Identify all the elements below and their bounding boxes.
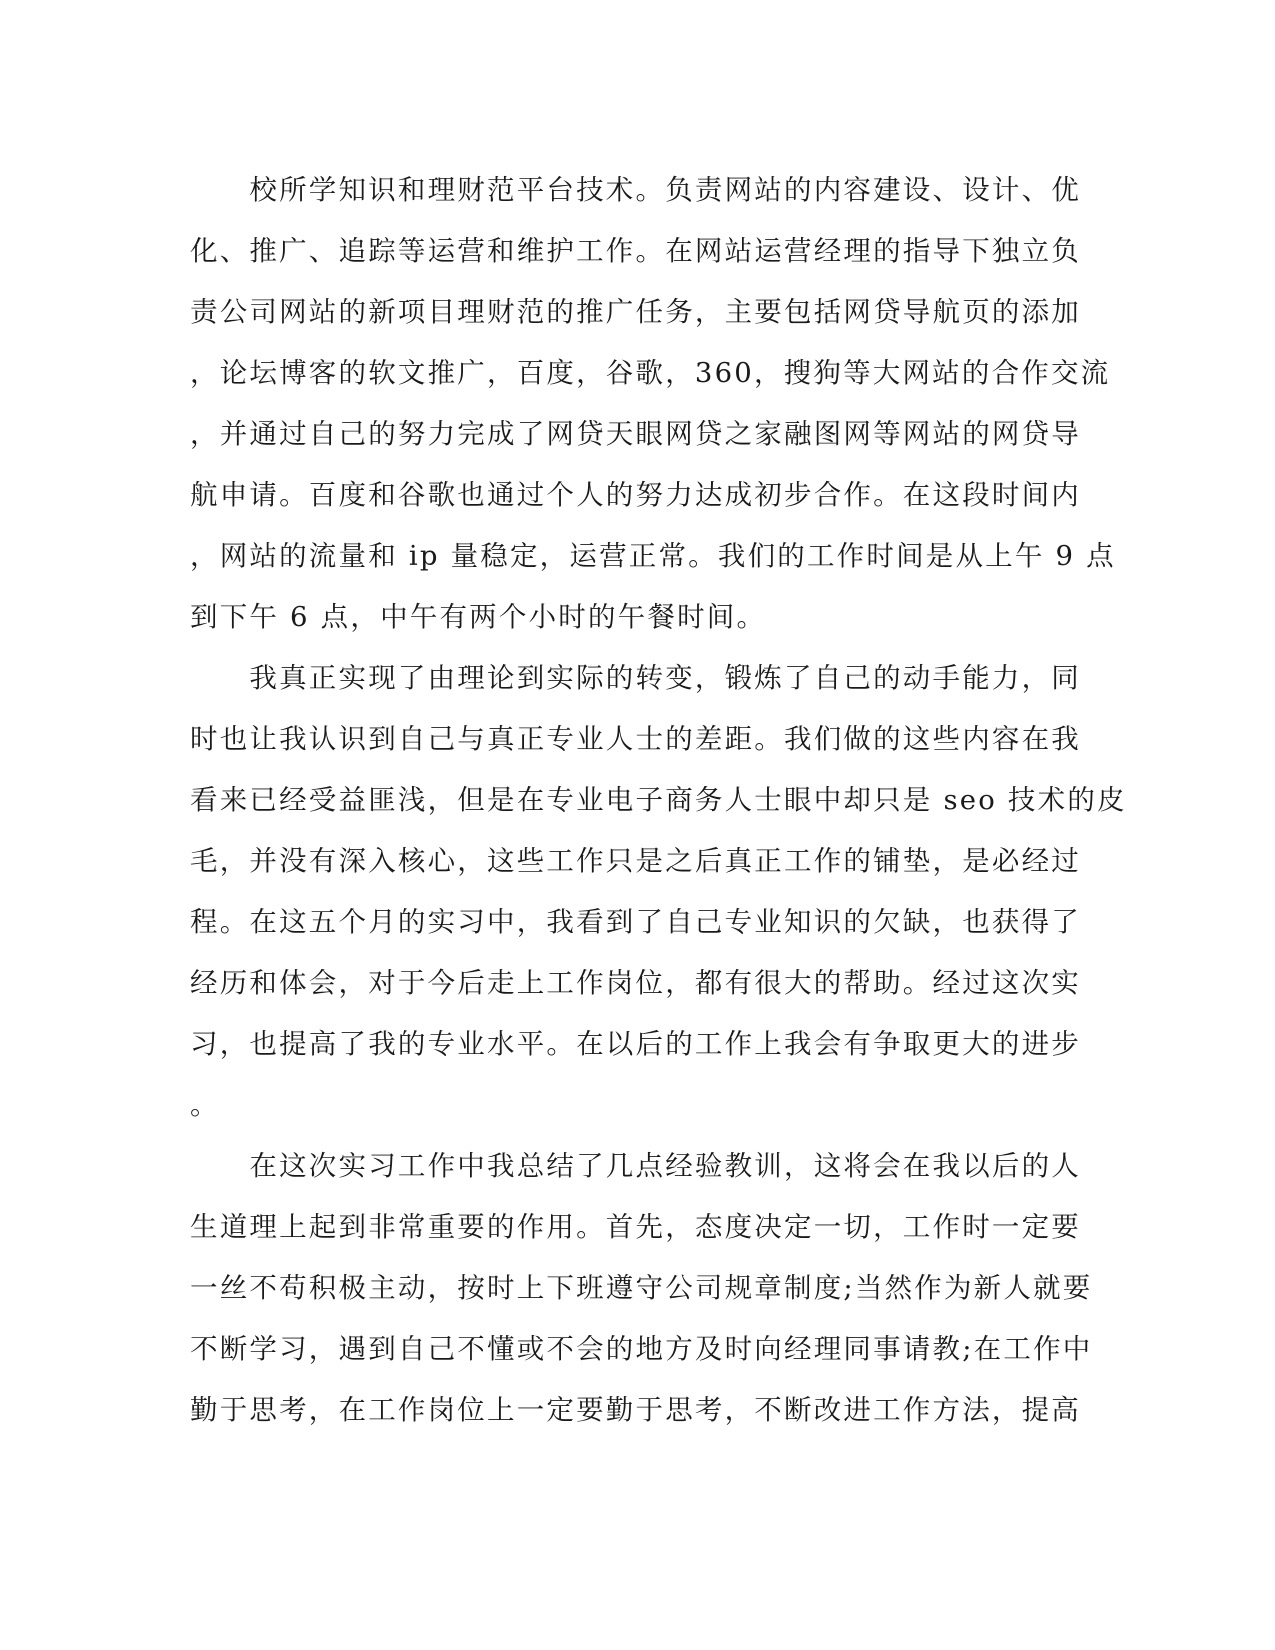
text-line: 我真正实现了由理论到实际的转变，锻炼了自己的动手能力，同 — [190, 662, 1081, 694]
text-line: 化、推广、追踪等运营和维护工作。在网站运营经理的指导下独立负 — [190, 235, 1081, 267]
text-line: 习，也提高了我的专业水平。在以后的工作上我会有争取更大的进步 — [190, 1028, 1081, 1060]
text-line: 不断学习，遇到自己不懂或不会的地方及时向经理同事请教;在工作中 — [190, 1333, 1093, 1365]
text-line: 责公司网站的新项目理财范的推广任务，主要包括网贷导航页的添加 — [190, 296, 1081, 328]
text-line: 在这次实习工作中我总结了几点经验教训，这将会在我以后的人 — [190, 1150, 1081, 1182]
text-line: 航申请。百度和谷歌也通过个人的努力达成初步合作。在这段时间内 — [190, 479, 1081, 511]
text-line: 校所学知识和理财范平台技术。负责网站的内容建设、设计、优 — [190, 174, 1081, 206]
body-text — [190, 160, 1127, 1441]
text-line: 程。在这五个月的实习中，我看到了自己专业知识的欠缺，也获得了 — [190, 906, 1081, 938]
text-line: 一丝不苟积极主动，按时上下班遵守公司规章制度;当然作为新人就要 — [190, 1272, 1093, 1304]
text-line: 看来已经受益匪浅，但是在专业电子商务人士眼中却只是 seo 技术的皮 — [190, 784, 1127, 816]
text-line: 时也让我认识到自己与真正专业人士的差距。我们做的这些内容在我 — [190, 723, 1081, 755]
text-line: 经历和体会，对于今后走上工作岗位，都有很大的帮助。经过这次实 — [190, 967, 1081, 999]
text-line: ，论坛博客的软文推广，百度，谷歌，360，搜狗等大网站的合作交流 — [190, 357, 1111, 389]
text-line: 勤于思考，在工作岗位上一定要勤于思考，不断改进工作方法，提高 — [190, 1394, 1081, 1426]
text-line: 毛，并没有深入核心，这些工作只是之后真正工作的铺垫，是必经过 — [190, 845, 1081, 877]
text-line: 生道理上起到非常重要的作用。首先，态度决定一切，工作时一定要 — [190, 1211, 1081, 1243]
text-line: 到下午 6 点，中午有两个小时的午餐时间。 — [190, 601, 767, 633]
text-line: ，网站的流量和 ip 量稳定，运营正常。我们的工作时间是从上午 9 点 — [190, 540, 1116, 572]
text-line: ，并通过自己的努力完成了网贷天眼网贷之家融图网等网站的网贷导 — [190, 418, 1081, 450]
text-line: 。 — [190, 1089, 220, 1121]
